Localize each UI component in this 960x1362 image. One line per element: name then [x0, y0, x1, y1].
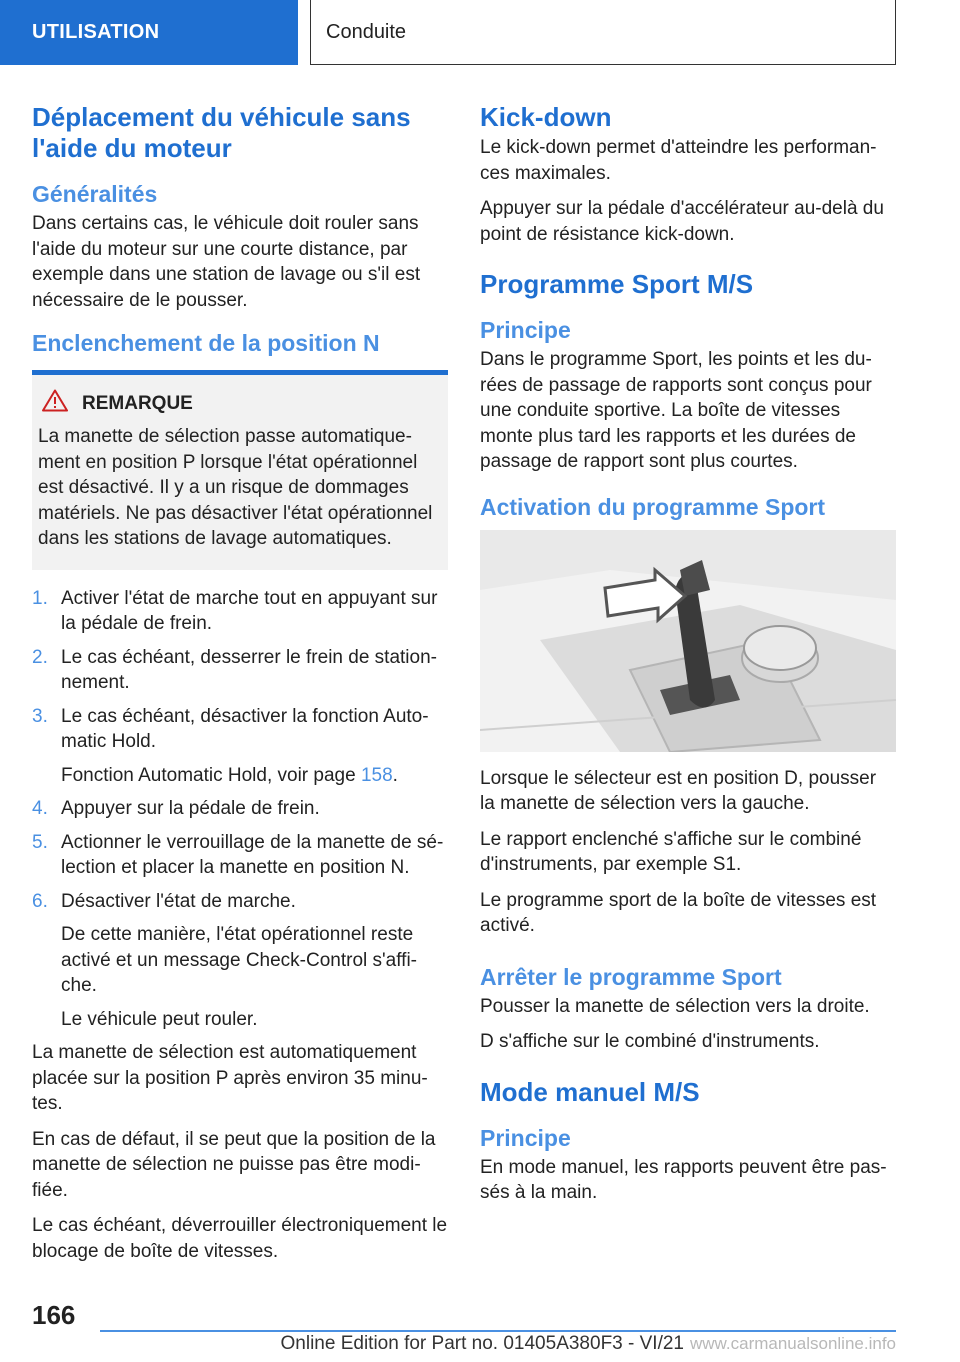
remark-header [42, 389, 442, 418]
manual-mode-title: Mode manuel M/S [480, 1076, 700, 1107]
gear-selector-illustration [480, 530, 896, 752]
body-paragraph: En mode manuel, les rapports peuvent être pas-sés à la main. [480, 1156, 887, 1203]
position-n-heading: Enclenchement de la position N [32, 330, 380, 356]
list-item [32, 704, 448, 789]
page-link[interactable]: 158 [360, 764, 393, 786]
cross-reference-suffix: . [392, 764, 398, 786]
body-paragraph: Dans le programme Sport, les points et les du-rées de passage de rapports sont conçus pour une conduite sportive. La boîte de vitesses monte plus tard les rapports et les durées de passage de rapport sont plus courtes. [480, 349, 872, 472]
left-column [32, 100, 448, 1274]
list-item [32, 830, 448, 881]
step-text: Actionner le verrouillage de la manette de sé-lection et placer la manette en position N. [61, 831, 444, 878]
step-subtext: De cette manière, l'état opérationnel reste activé et un message Check-Control s'affi-che. [61, 924, 417, 996]
body-paragraph: En cas de défaut, il se peut que la position de la manette de sélection ne puisse pas être modi-fiée. [32, 1128, 436, 1201]
stop-sport-heading: Arrêter le programme Sport [480, 963, 782, 990]
section-tab [0, 0, 298, 65]
body-paragraph: Lorsque le sélecteur est en position D, pousser la manette de sélection vers la gauche. [480, 767, 877, 814]
step-text: Le cas échéant, désactiver la fonction Auto-matic Hold. [61, 705, 429, 752]
chapter-label: Conduite [326, 20, 407, 43]
body-paragraph: La manette de sélection est automatiquement placée sur la position P après environ 35 minu-tes. [32, 1042, 428, 1114]
step-number: 6. [32, 890, 48, 912]
cross-reference-text: Fonction Automatic Hold, voir page [61, 764, 361, 786]
right-column [480, 100, 896, 1216]
list-item [32, 889, 448, 1033]
list-item [32, 796, 448, 822]
step-text: Le cas échéant, desserrer le frein de station-nement. [61, 646, 437, 693]
remark-text: La manette de sélection passe automatique-ment en position P lorsque l'état opérationnel est désactivé. Il y a un risque de dommages matériels. Ne pas désactiver l'état opérationnel dans les stations de lavage automatiques. [38, 426, 433, 549]
chapter-tab [310, 0, 896, 65]
step-number: 1. [32, 587, 48, 609]
step-text: Désactiver l'état de marche. [61, 890, 296, 912]
step-text: Appuyer sur la pédale de frein. [61, 798, 320, 819]
kickdown-title: Kick-down [480, 102, 612, 132]
body-paragraph: Pousser la manette de sélection vers la droite. [480, 995, 870, 1017]
body-paragraph: Le rapport enclenché s'affiche sur le combiné d'instruments, par exemple S1. [480, 828, 862, 875]
step-number: 5. [32, 831, 48, 853]
principe-heading: Principe [480, 317, 571, 343]
body-paragraph: Le kick-down permet d'atteindre les performan-ces maximales. [480, 137, 877, 184]
step-text: Activer l'état de marche tout en appuyant sur la pédale de frein. [61, 587, 438, 634]
remark-label: REMARQUE [82, 392, 193, 414]
step-number: 3. [32, 705, 48, 727]
body-paragraph: Appuyer sur la pédale d'accélérateur au-delà du point de résistance kick-down. [480, 198, 884, 245]
steps-list [32, 586, 448, 1033]
watermark-text: www.carmanualsonline.info [690, 1334, 896, 1353]
list-item [32, 645, 448, 696]
generalites-heading: Généralités [32, 181, 158, 207]
body-paragraph: Le cas échéant, déverrouiller électroniquement le blocage de boîte de vitesses. [32, 1215, 448, 1262]
edition-text: Online Edition for Part no. 01405A380F3 - VI/21 [280, 1333, 684, 1354]
section-label: UTILISATION [32, 21, 160, 43]
step-subtext [61, 763, 448, 789]
body-paragraph: D s'affiche sur le combiné d'instruments. [480, 1031, 820, 1052]
step-subtext: Le véhicule peut rouler. [61, 1008, 258, 1030]
step-number: 2. [32, 646, 48, 668]
activation-heading: Activation du programme Sport [480, 493, 826, 520]
warning-icon [42, 389, 68, 418]
manual-principe-heading: Principe [480, 1124, 571, 1151]
body-paragraph: Le programme sport de la boîte de vitesses est activé. [480, 889, 877, 936]
step-number: 4. [32, 798, 48, 819]
sport-program-title: Programme Sport M/S [480, 269, 754, 299]
page-title: Déplacement du véhicule sans l'aide du moteur [32, 102, 411, 163]
page-number: 166 [32, 1300, 76, 1330]
generalites-text: Dans certains cas, le véhicule doit rouler sans l'aide du moteur sur une courte distance, par exemple dans une station de lavage ou s'il est nécessaire de le pousser. [32, 213, 421, 311]
footer-divider [100, 1330, 896, 1332]
remark-box [32, 370, 448, 570]
list-item [32, 586, 448, 637]
footer [281, 1333, 896, 1355]
